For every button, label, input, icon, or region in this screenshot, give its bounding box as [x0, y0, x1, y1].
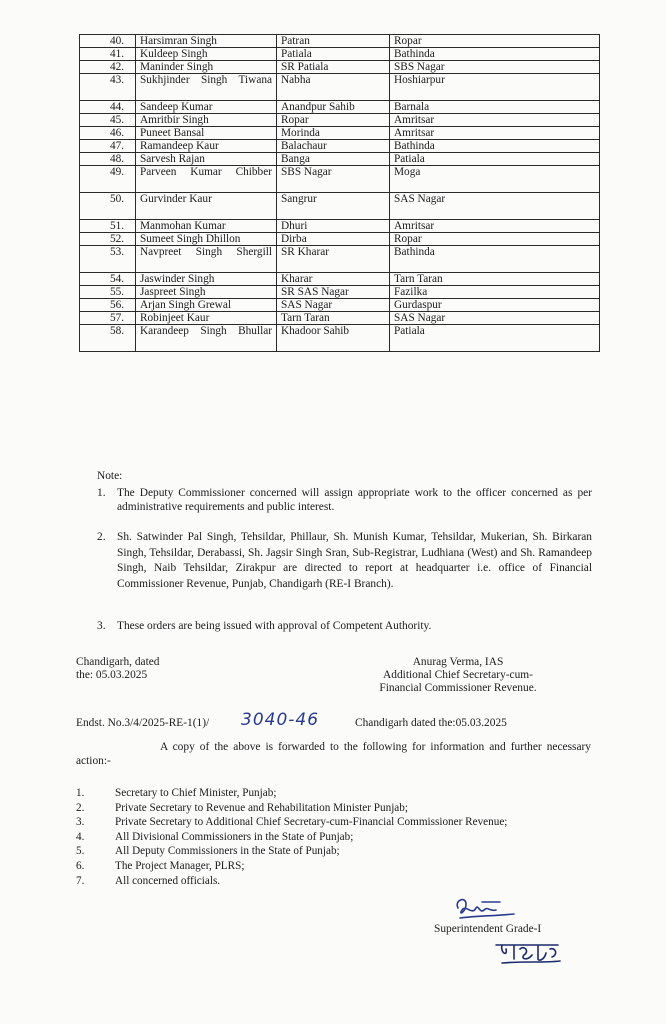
current-station-cell: Kharar [277, 273, 390, 286]
officer-name-cell: Karandeep Singh Bhullar [136, 325, 277, 352]
transfer-table-body [80, 35, 600, 352]
current-station-cell: Sangrur [277, 193, 390, 220]
note-heading: Note: [97, 470, 123, 482]
current-station-cell: SR Kharar [277, 246, 390, 273]
endorsement-number: Endst. No.3/4/2025-RE-1(1)/ [76, 717, 210, 729]
current-station-cell: Ropar [277, 114, 390, 127]
place-date [76, 656, 160, 682]
serial-number-cell: 49. [80, 166, 136, 193]
list-item [76, 844, 507, 859]
current-station-cell: Balachaur [277, 140, 390, 153]
serial-number-cell: 54. [80, 273, 136, 286]
officer-name-cell: Navpreet Singh Shergill [136, 246, 277, 273]
transferred-to-cell: Bathinda [390, 246, 600, 273]
current-station-cell: Tarn Taran [277, 312, 390, 325]
serial-number-cell: 42. [80, 61, 136, 74]
officer-name-cell: Parveen Kumar Chibber [136, 166, 277, 193]
table-row [80, 312, 600, 325]
recipient-text: Secretary to Chief Minister, Punjab; [115, 787, 277, 799]
table-row [80, 61, 600, 74]
table-row [80, 127, 600, 140]
recipient-number: 1. [76, 787, 85, 799]
signatory-block [358, 656, 558, 695]
recipient-text: All Deputy Commissioners in the State of Punjab; [115, 845, 340, 858]
current-station-cell: SR Patiala [277, 61, 390, 74]
officer-name-cell: Harsimran Singh [136, 35, 277, 48]
officer-name-cell: Kuldeep Singh [136, 48, 277, 61]
transferred-to-cell: Moga [390, 166, 600, 193]
table-row [80, 220, 600, 233]
table-row [80, 325, 600, 352]
serial-number-cell: 44. [80, 101, 136, 114]
list-item [76, 786, 507, 801]
transferred-to-cell: Patiala [390, 325, 600, 352]
recipient-number: 3. [76, 816, 85, 829]
current-station-cell: Khadoor Sahib [277, 325, 390, 352]
officer-name-cell: Ramandeep Kaur [136, 140, 277, 153]
recipient-text: Private Secretary to Revenue and Rehabilitation Minister Punjab; [115, 801, 408, 814]
officer-name-cell: Amritbir Singh [136, 114, 277, 127]
table-row [80, 114, 600, 127]
table-row [80, 233, 600, 246]
note-item-number: 3. [97, 620, 106, 632]
recipient-text: All Divisional Commissioners in the State of Punjab; [115, 830, 354, 843]
current-station-cell: SAS Nagar [277, 299, 390, 312]
list-item [76, 801, 507, 816]
note-item-1 [97, 486, 592, 514]
officer-name-cell: Puneet Bansal [136, 127, 277, 140]
serial-number-cell: 46. [80, 127, 136, 140]
note-item-text: These orders are being issued with approval of Competent Authority. [117, 620, 432, 632]
current-station-cell: Dirba [277, 233, 390, 246]
transferred-to-cell: SAS Nagar [390, 193, 600, 220]
officer-name-cell: Sumeet Singh Dhillon [136, 233, 277, 246]
transferred-to-cell: Barnala [390, 101, 600, 114]
current-station-cell: Banga [277, 153, 390, 166]
recipient-number: 6. [76, 859, 85, 872]
list-item [76, 859, 507, 874]
signatory-title-line-1: Additional Chief Secretary-cum- [383, 669, 533, 681]
list-item [76, 874, 507, 889]
note-item-number: 2. [97, 531, 106, 543]
serial-number-cell: 58. [80, 325, 136, 352]
transferred-to-cell: SAS Nagar [390, 312, 600, 325]
serial-number-cell: 56. [80, 299, 136, 312]
table-row [80, 246, 600, 273]
serial-number-cell: 43. [80, 74, 136, 101]
officer-name-cell: Sandeep Kumar [136, 101, 277, 114]
note-item-number: 1. [97, 487, 106, 499]
serial-number-cell: 50. [80, 193, 136, 220]
signatory-title-line-2: Financial Commissioner Revenue. [379, 682, 537, 694]
serial-number-cell: 55. [80, 286, 136, 299]
superintendent-designation: Superintendent Grade-I [434, 923, 542, 935]
note-item-text: Sh. Satwinder Pal Singh, Tehsildar, Phillaur, Sh. Munish Kumar, Tehsildar, Mukerian, Sh. Birkaran Singh, Tehsildar, Derabassi, Sh. Jagsir Singh Sran, Sub-Registrar, Ludhiana (West) and Sh. Ramandeep Singh, Naib Tehsildar, Zirakpur are directed to report at headquarter i.e. office of Financial Commissioner Revenue, Punjab, Chandigarh (RE-I Branch). [117, 531, 592, 590]
current-station-cell: Morinda [277, 127, 390, 140]
serial-number-cell: 48. [80, 153, 136, 166]
officer-name-cell: Sukhjinder Singh Tiwana [136, 74, 277, 101]
place-line: Chandigarh, dated [76, 656, 160, 668]
serial-number-cell: 41. [80, 48, 136, 61]
transferred-to-cell: Ropar [390, 233, 600, 246]
transferred-to-cell: Gurdaspur [390, 299, 600, 312]
serial-number-cell: 40. [80, 35, 136, 48]
table-row [80, 35, 600, 48]
date-line: the: 05.03.2025 [76, 669, 148, 681]
transferred-to-cell: Patiala [390, 153, 600, 166]
recipient-number: 2. [76, 801, 85, 814]
officer-name-cell: Sarvesh Rajan [136, 153, 277, 166]
current-station-cell: Dhuri [277, 220, 390, 233]
officer-name-cell: Robinjeet Kaur [136, 312, 277, 325]
transferred-to-cell: Amritsar [390, 127, 600, 140]
table-row [80, 74, 600, 101]
recipient-number: 5. [76, 845, 85, 858]
recipient-text: All concerned officials. [115, 874, 221, 887]
table-row [80, 101, 600, 114]
transferred-to-cell: Amritsar [390, 114, 600, 127]
table-row [80, 140, 600, 153]
note-item-2 [97, 530, 592, 592]
transferred-to-cell: Amritsar [390, 220, 600, 233]
recipient-list [76, 786, 507, 888]
transferred-to-cell: Bathinda [390, 48, 600, 61]
note-item-3 [97, 619, 592, 633]
transferred-to-cell: Hoshiarpur [390, 74, 600, 101]
recipient-text: Private Secretary to Additional Chief Secretary-cum-Financial Commissioner Revenue; [115, 816, 508, 829]
officer-name-cell: Jaswinder Singh [136, 273, 277, 286]
serial-number-cell: 52. [80, 233, 136, 246]
signatory-name: Anurag Verma, IAS [412, 656, 504, 668]
list-item [76, 830, 507, 845]
handwritten-endorsement-range: 3040-46 [241, 710, 320, 730]
endorsement-line [76, 710, 596, 734]
table-row [80, 286, 600, 299]
handwritten-signature [452, 894, 522, 924]
serial-number-cell: 51. [80, 220, 136, 233]
transferred-to-cell: SBS Nagar [390, 61, 600, 74]
current-station-cell: Nabha [277, 74, 390, 101]
table-row [80, 299, 600, 312]
recipient-text: The Project Manager, PLRS; [115, 859, 245, 872]
current-station-cell: Anandpur Sahib [277, 101, 390, 114]
transfer-table [79, 34, 600, 352]
officer-name-cell: Jaspreet Singh [136, 286, 277, 299]
officer-name-cell: Arjan Singh Grewal [136, 299, 277, 312]
endorsement-date: Chandigarh dated the:05.03.2025 [355, 717, 507, 729]
recipient-number: 4. [76, 830, 85, 843]
officer-name-cell: Manmohan Kumar [136, 220, 277, 233]
transferred-to-cell: Tarn Taran [390, 273, 600, 286]
current-station-cell: SR SAS Nagar [277, 286, 390, 299]
serial-number-cell: 53. [80, 246, 136, 273]
serial-number-cell: 45. [80, 114, 136, 127]
transferred-to-cell: Ropar [390, 35, 600, 48]
serial-number-cell: 47. [80, 140, 136, 153]
transferred-to-cell: Bathinda [390, 140, 600, 153]
handwritten-stamp-marking [494, 939, 564, 965]
table-row [80, 273, 600, 286]
transferred-to-cell: Fazilka [390, 286, 600, 299]
serial-number-cell: 57. [80, 312, 136, 325]
current-station-cell: Patiala [277, 48, 390, 61]
list-item [76, 815, 507, 830]
table-row [80, 153, 600, 166]
officer-name-cell: Maninder Singh [136, 61, 277, 74]
table-row [80, 166, 600, 193]
recipient-number: 7. [76, 874, 85, 887]
officer-name-cell: Gurvinder Kaur [136, 193, 277, 220]
note-item-text: The Deputy Commissioner concerned will assign appropriate work to the officer concerned as per administrative requirements and public interest. [117, 487, 592, 513]
current-station-cell: Patran [277, 35, 390, 48]
table-row [80, 48, 600, 61]
current-station-cell: SBS Nagar [277, 166, 390, 193]
table-row [80, 193, 600, 220]
forward-paragraph: A copy of the above is forwarded to the following for information and further necessary action:- [76, 741, 591, 767]
